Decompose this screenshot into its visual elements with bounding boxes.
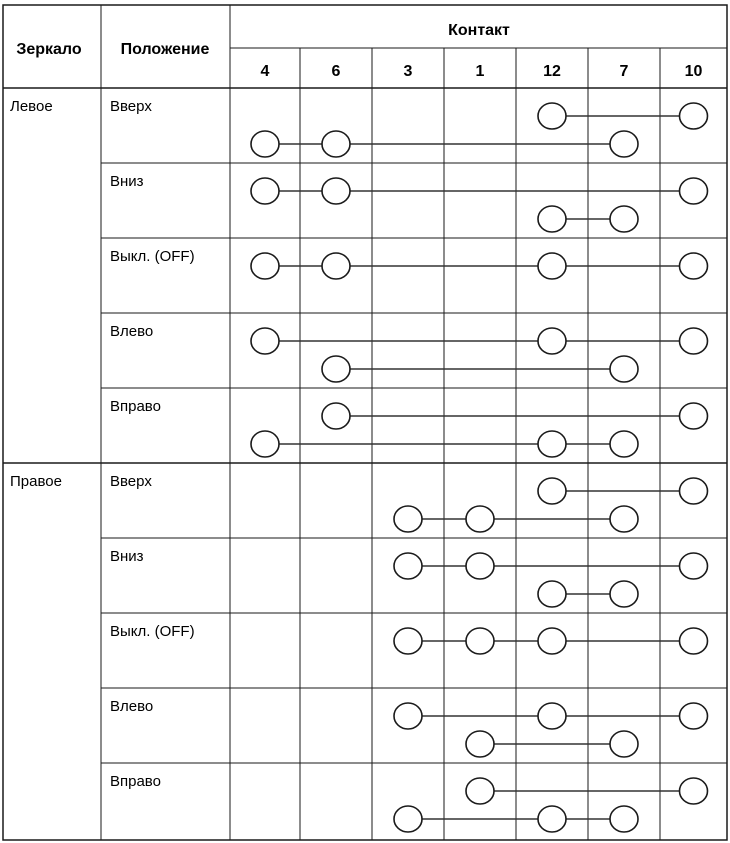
- contact-node-7: [610, 581, 638, 607]
- contact-node-7: [610, 356, 638, 382]
- contact-node-1: [466, 778, 494, 804]
- position-label: Вправо: [110, 773, 161, 790]
- position-label: Вниз: [110, 173, 144, 190]
- contact-diagrams: [251, 103, 708, 832]
- contact-node-12: [538, 103, 566, 129]
- contact-node-3: [394, 703, 422, 729]
- contact-node-4: [251, 431, 279, 457]
- contact-node-3: [394, 806, 422, 832]
- position-label: Вправо: [110, 398, 161, 415]
- contact-node-6: [322, 253, 350, 279]
- contact-node-4: [251, 178, 279, 204]
- contact-node-12: [538, 328, 566, 354]
- contact-node-10: [680, 103, 708, 129]
- contact-number-3: 3: [403, 63, 413, 80]
- contact-node-12: [538, 581, 566, 607]
- contact-node-6: [322, 178, 350, 204]
- contact-node-4: [251, 253, 279, 279]
- contact-node-7: [610, 206, 638, 232]
- table-body-labels: [10, 98, 195, 790]
- contact-node-7: [610, 731, 638, 757]
- contact-node-3: [394, 628, 422, 654]
- contact-node-3: [394, 506, 422, 532]
- position-label: Выкл. (OFF): [110, 248, 195, 265]
- contact-number-7: 7: [619, 63, 629, 80]
- contact-number-headers: [261, 63, 703, 80]
- contact-node-12: [538, 478, 566, 504]
- mirror-label: Левое: [10, 98, 53, 115]
- column-header-position: Положение: [120, 41, 210, 58]
- contact-node-6: [322, 403, 350, 429]
- contact-node-12: [538, 253, 566, 279]
- contact-node-7: [610, 806, 638, 832]
- contact-node-10: [680, 328, 708, 354]
- contact-node-12: [538, 703, 566, 729]
- mirror-label: Правое: [10, 473, 62, 490]
- contact-node-6: [322, 356, 350, 382]
- contact-node-10: [680, 703, 708, 729]
- contact-node-10: [680, 553, 708, 579]
- contact-node-10: [680, 253, 708, 279]
- contact-node-12: [538, 206, 566, 232]
- column-header-contact: Контакт: [448, 22, 510, 39]
- contact-node-1: [466, 628, 494, 654]
- contact-number-1: 1: [475, 63, 485, 80]
- contact-node-10: [680, 778, 708, 804]
- contact-node-10: [680, 178, 708, 204]
- contact-node-6: [322, 131, 350, 157]
- contact-node-7: [610, 506, 638, 532]
- contact-node-10: [680, 628, 708, 654]
- contact-number-12: 12: [543, 63, 561, 80]
- position-label: Вверх: [110, 98, 152, 115]
- position-label: Вниз: [110, 548, 144, 565]
- position-label: Выкл. (OFF): [110, 623, 195, 640]
- contact-node-4: [251, 131, 279, 157]
- contact-node-1: [466, 506, 494, 532]
- contact-node-4: [251, 328, 279, 354]
- contact-node-12: [538, 806, 566, 832]
- contact-node-10: [680, 478, 708, 504]
- position-label: Влево: [110, 698, 154, 715]
- contact-node-3: [394, 553, 422, 579]
- contact-number-10: 10: [684, 63, 703, 80]
- contact-node-12: [538, 628, 566, 654]
- position-label: Вверх: [110, 473, 152, 490]
- contact-node-12: [538, 431, 566, 457]
- contact-number-6: 6: [331, 63, 341, 80]
- contact-number-4: 4: [260, 63, 270, 80]
- position-label: Влево: [110, 323, 154, 340]
- contact-node-7: [610, 131, 638, 157]
- contact-node-1: [466, 553, 494, 579]
- contact-node-7: [610, 431, 638, 457]
- contact-node-1: [466, 731, 494, 757]
- contact-node-10: [680, 403, 708, 429]
- column-header-mirror: Зеркало: [16, 41, 82, 58]
